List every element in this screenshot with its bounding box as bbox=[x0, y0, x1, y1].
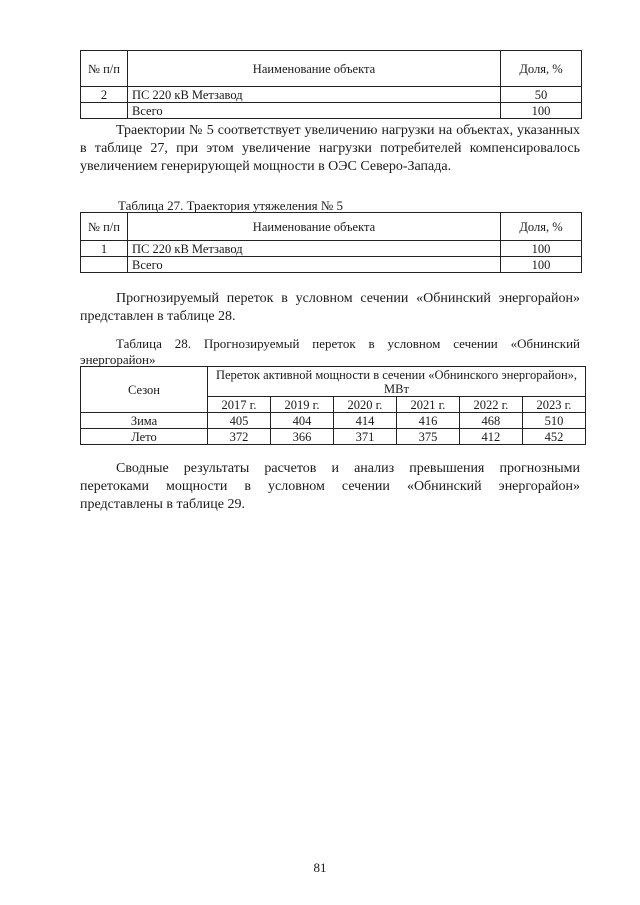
table-header-row bbox=[81, 51, 582, 87]
col-header-flow-group: Переток активной мощности в сечении «Обнинского энергорайон», МВт bbox=[208, 367, 586, 397]
cell-share: 100 bbox=[501, 257, 582, 273]
cell-share: 50 bbox=[501, 87, 582, 103]
cell-number: 2 bbox=[81, 87, 128, 103]
table-continuation bbox=[80, 50, 582, 119]
cell-value: 366 bbox=[270, 429, 333, 445]
table-header-row bbox=[81, 367, 586, 397]
page-number: 81 bbox=[313, 860, 327, 875]
table-row bbox=[81, 241, 582, 257]
cell-share: 100 bbox=[501, 241, 582, 257]
table-header-row bbox=[81, 213, 582, 241]
paragraph-trajectory-5: Траектории № 5 соответствует увеличению нагрузки на объектах, указанных в таблице 27, при этом увеличение нагрузки потребителей компенсировалось увеличением генерирующей мощности в ОЭС Северо-Запада. bbox=[80, 123, 580, 174]
table-27 bbox=[80, 212, 582, 273]
cell-value: 371 bbox=[333, 429, 396, 445]
cell-number bbox=[81, 257, 128, 273]
table-row bbox=[81, 429, 586, 445]
cell-value: 416 bbox=[396, 413, 459, 429]
cell-value: 412 bbox=[459, 429, 522, 445]
table-row bbox=[81, 103, 582, 119]
cell-value: 372 bbox=[208, 429, 271, 445]
col-header-year: 2023 г. bbox=[522, 397, 585, 413]
table-row bbox=[81, 87, 582, 103]
paragraph-forecast-flow: Прогнозируемый переток в условном сечении «Обнинский энергорайон» представлен в таблице 28. bbox=[80, 291, 580, 324]
col-header-year: 2021 г. bbox=[396, 397, 459, 413]
table-27-caption: Таблица 27. Траектория утяжеления № 5 bbox=[118, 198, 344, 213]
col-header-season: Сезон bbox=[81, 367, 208, 413]
cell-season: Лето bbox=[81, 429, 208, 445]
col-header-year: 2019 г. bbox=[270, 397, 333, 413]
cell-value: 452 bbox=[522, 429, 585, 445]
cell-name: Всего bbox=[128, 257, 501, 273]
cell-value: 404 bbox=[270, 413, 333, 429]
col-header-share: Доля, % bbox=[501, 51, 582, 87]
cell-name: ПС 220 кВ Метзавод bbox=[128, 87, 501, 103]
cell-value: 414 bbox=[333, 413, 396, 429]
col-header-number: № п/п bbox=[81, 51, 128, 87]
cell-share: 100 bbox=[501, 103, 582, 119]
col-header-year: 2017 г. bbox=[208, 397, 271, 413]
table-28 bbox=[80, 366, 586, 445]
col-header-year: 2020 г. bbox=[333, 397, 396, 413]
cell-name: Всего bbox=[128, 103, 501, 119]
cell-season: Зима bbox=[81, 413, 208, 429]
col-header-share: Доля, % bbox=[501, 213, 582, 241]
col-header-name: Наименование объекта bbox=[128, 213, 501, 241]
col-header-year: 2022 г. bbox=[459, 397, 522, 413]
cell-value: 405 bbox=[208, 413, 271, 429]
cell-number: 1 bbox=[81, 241, 128, 257]
cell-value: 375 bbox=[396, 429, 459, 445]
cell-value: 468 bbox=[459, 413, 522, 429]
paragraph-summary-results: Сводные результаты расчетов и анализ превышения прогнозными перетоками мощности в условном сечении «Обнинский энергорайон» представлены в таблице 29. bbox=[80, 461, 580, 512]
col-header-number: № п/п bbox=[81, 213, 128, 241]
cell-number bbox=[81, 103, 128, 119]
col-header-name: Наименование объекта bbox=[128, 51, 501, 87]
table-row bbox=[81, 257, 582, 273]
table-28-caption: Таблица 28. Прогнозируемый переток в условном сечении «Обнинский энергорайон» bbox=[80, 336, 580, 367]
cell-name: ПС 220 кВ Метзавод bbox=[128, 241, 501, 257]
cell-value: 510 bbox=[522, 413, 585, 429]
table-row bbox=[81, 413, 586, 429]
